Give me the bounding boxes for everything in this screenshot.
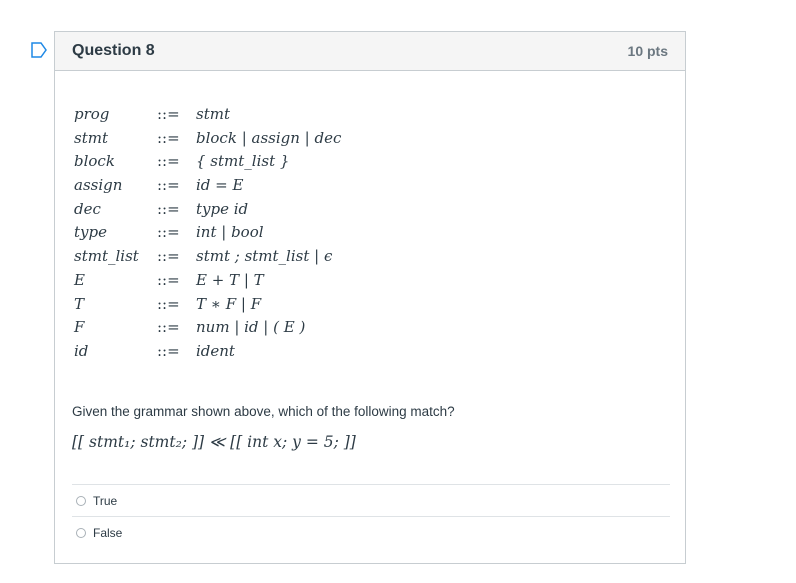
grammar-lhs: assign <box>74 176 123 195</box>
grammar-sep: ::= <box>157 223 180 242</box>
grammar-rhs: stmt ; stmt_list | ϵ <box>196 247 333 266</box>
grammar-lhs: dec <box>74 199 101 218</box>
grammar-rhs: int | bool <box>196 223 264 242</box>
radio-button[interactable] <box>76 496 86 506</box>
grammar-rhs: { stmt_list } <box>196 152 290 171</box>
grammar-sep: ::= <box>157 152 180 171</box>
grammar-sep: ::= <box>157 176 180 195</box>
answer-option-true[interactable] <box>72 484 670 516</box>
grammar-sep: ::= <box>157 318 180 337</box>
grammar-lhs: block <box>74 152 115 171</box>
grammar-lhs: prog <box>74 105 110 123</box>
question-points: 10 pts <box>627 43 668 59</box>
grammar-rhs: block | assign | dec <box>196 128 342 147</box>
grammar-sep: ::= <box>157 199 180 218</box>
grammar-rhs: type id <box>196 199 249 218</box>
grammar-sep: ::= <box>157 341 180 360</box>
grammar-rhs: ident <box>196 341 235 360</box>
grammar-sep: ::= <box>157 270 180 289</box>
grammar-rhs: E + T | T <box>196 270 264 289</box>
grammar-lhs: T <box>74 294 85 313</box>
grammar-sep: ::= <box>157 105 180 123</box>
answer-list <box>72 484 670 548</box>
question-header <box>55 32 685 71</box>
question-expression: [[ stmt₁; stmt₂; ]] ≪ [[ int x; y = 5; ]] <box>72 433 356 451</box>
question-card <box>54 31 686 564</box>
grammar-sep: ::= <box>157 294 180 313</box>
grammar-rhs: num | id | ( E ) <box>196 318 306 337</box>
radio-button[interactable] <box>76 528 86 538</box>
grammar-sep: ::= <box>157 128 180 147</box>
grammar-lhs: stmt_list <box>74 247 139 266</box>
grammar-lhs: F <box>74 318 85 337</box>
grammar-lhs: E <box>74 270 85 289</box>
grammar-lhs: type <box>74 223 107 242</box>
question-prompt: Given the grammar shown above, which of the following match? <box>72 404 455 419</box>
grammar-sep: ::= <box>157 247 180 266</box>
answer-label: True <box>93 493 118 508</box>
grammar-rhs: T ∗ F | F <box>196 294 262 313</box>
grammar-rhs: stmt <box>196 105 230 123</box>
grammar-rhs: id = E <box>196 176 244 195</box>
answer-label: False <box>93 525 123 540</box>
answer-option-false[interactable] <box>72 516 670 548</box>
question-title: Question 8 <box>72 42 155 59</box>
bookmark-flag-icon[interactable] <box>31 42 47 58</box>
grammar-lhs: stmt <box>74 128 108 147</box>
grammar-lhs: id <box>74 341 89 360</box>
